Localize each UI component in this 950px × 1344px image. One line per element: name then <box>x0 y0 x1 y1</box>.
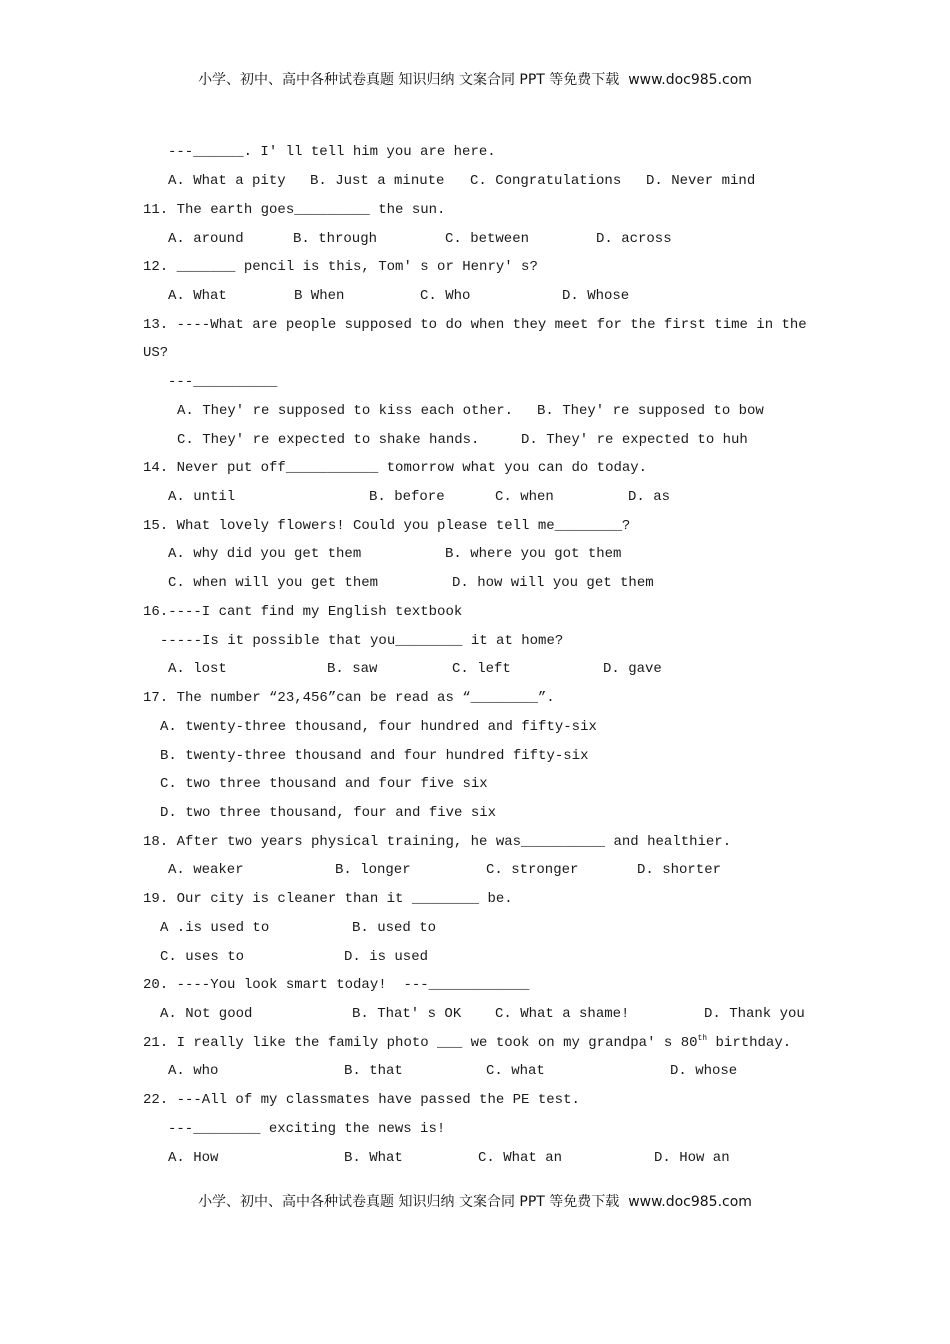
segment-text: D. They' re expected to huh <box>521 432 748 448</box>
question-text <box>168 1120 445 1138</box>
answer-option <box>646 172 755 190</box>
segment-text: D. two three thousand, four and five six <box>160 805 497 821</box>
answer-option <box>168 230 244 248</box>
answer-option <box>562 287 629 305</box>
segment-text: 20. ----You look smart today! ---____________ <box>143 977 530 993</box>
segment-text: B. What <box>344 1150 403 1166</box>
answer-option <box>521 431 748 449</box>
segment-text: A. What <box>168 288 227 304</box>
segment-text: B. That' s OK <box>352 1006 462 1022</box>
question-text <box>143 833 731 851</box>
answer-option <box>160 919 269 937</box>
segment-text: C. stronger <box>486 862 579 878</box>
answer-option <box>177 402 513 420</box>
answer-option <box>160 775 488 793</box>
answer-option <box>352 1005 461 1023</box>
segment-text: D. is used <box>344 949 429 965</box>
segment-text: B. They' re supposed to bow <box>537 403 764 419</box>
segment-text: B. that <box>344 1063 403 1079</box>
segment-text: C. when <box>495 489 554 505</box>
segment-text: B. saw <box>327 661 378 677</box>
segment-text: ---________ exciting the news is! <box>168 1121 446 1137</box>
ordinal-superscript: th <box>697 1034 708 1043</box>
segment-text: US? <box>143 345 169 361</box>
segment-text: C. uses to <box>160 949 245 965</box>
answer-option <box>486 861 578 879</box>
answer-option <box>160 718 597 736</box>
segment-text: A. What a pity <box>168 173 286 189</box>
question-text <box>143 890 513 908</box>
answer-option <box>160 948 244 966</box>
answer-option <box>352 919 436 937</box>
answer-option <box>654 1149 730 1167</box>
answer-option <box>670 1062 737 1080</box>
question-text <box>143 689 555 707</box>
segment-text: B. before <box>369 489 445 505</box>
answer-option <box>168 287 227 305</box>
segment-text: A .is used to <box>160 920 270 936</box>
segment-text: A. How <box>168 1150 219 1166</box>
segment-text: B. Just a minute <box>310 173 445 189</box>
answer-option <box>344 1149 403 1167</box>
answer-option <box>335 861 411 879</box>
segment-text: ---______. I' ll tell him you are here. <box>168 144 496 160</box>
segment-text: 18. After two years physical training, he was__________ and healthier. <box>143 834 732 850</box>
answer-option <box>168 574 378 592</box>
segment-text: 17. The number “23,456”can be read as “________”. <box>143 690 555 706</box>
segment-text: 19. Our city is cleaner than it ________ be. <box>143 891 513 907</box>
answer-option <box>168 1149 218 1167</box>
answer-option <box>420 287 470 305</box>
segment-text: A. who <box>168 1063 219 1079</box>
segment-text: B. where you got them <box>445 546 622 562</box>
answer-option <box>495 488 554 506</box>
segment-text: 11. The earth goes_________ the sun. <box>143 202 446 218</box>
segment-text: B. twenty-three thousand and four hundred fifty-six <box>160 748 589 764</box>
segment-text: 15. What lovely flowers! Could you please tell me________? <box>143 518 631 534</box>
answer-option <box>452 574 654 592</box>
segment-text: A. why did you get them <box>168 546 362 562</box>
answer-option <box>452 660 511 678</box>
question-text <box>143 517 630 535</box>
answer-option <box>310 172 444 190</box>
page-footer: 小学、初中、高中各种试卷真题 知识归纳 文案合同 PPT 等免费下载 www.doc985.com <box>198 1194 752 1210</box>
segment-text: D. How an <box>654 1150 730 1166</box>
segment-text: C. Who <box>420 288 471 304</box>
answer-option <box>596 230 672 248</box>
answer-option <box>470 172 621 190</box>
answer-option <box>168 545 361 563</box>
segment-text: D. Thank you <box>704 1006 805 1022</box>
segment-text: C. Congratulations <box>470 173 622 189</box>
segment-text: A. weaker <box>168 862 244 878</box>
question-text <box>143 1091 580 1109</box>
answer-option <box>344 1062 403 1080</box>
segment-text: C. when will you get them <box>168 575 379 591</box>
question-text <box>143 603 462 621</box>
segment-text: 12. _______ pencil is this, Tom' s or Henry' s? <box>143 259 538 275</box>
answer-option <box>637 861 721 879</box>
question-text <box>143 201 445 219</box>
segment-text: C. They' re expected to shake hands. <box>177 432 480 448</box>
segment-text: B. through <box>293 231 378 247</box>
segment-text: A. until <box>168 489 236 505</box>
answer-option <box>168 861 244 879</box>
answer-option <box>495 1005 629 1023</box>
answer-option <box>628 488 670 506</box>
answer-option <box>369 488 445 506</box>
answer-option <box>537 402 764 420</box>
answer-option <box>486 1062 545 1080</box>
answer-option <box>160 804 496 822</box>
segment-text: C. left <box>452 661 511 677</box>
segment-text: D. across <box>596 231 672 247</box>
question-text <box>143 344 168 362</box>
answer-option <box>344 948 428 966</box>
segment-text: A. twenty-three thousand, four hundred and fifty-six <box>160 719 597 735</box>
segment-text: C. What an <box>478 1150 563 1166</box>
segment-text: C. What a shame! <box>495 1006 630 1022</box>
segment-text: 13. ----What are people supposed to do when they meet for the first time in the <box>143 317 807 333</box>
segment-text: ---__________ <box>168 374 278 390</box>
answer-option <box>168 1062 218 1080</box>
answer-option <box>168 660 227 678</box>
segment-text: C. what <box>486 1063 545 1079</box>
answer-option <box>478 1149 562 1167</box>
answer-option <box>445 230 529 248</box>
answer-option <box>294 287 344 305</box>
segment-text: D. gave <box>603 661 662 677</box>
answer-option <box>168 172 286 190</box>
segment-text: A. Not good <box>160 1006 253 1022</box>
segment-text: C. two three thousand and four five six <box>160 776 488 792</box>
segment-text: B When <box>294 288 345 304</box>
segment-text: D. Whose <box>562 288 630 304</box>
segment-text: D. as <box>628 489 671 505</box>
question-text <box>168 143 496 161</box>
segment-text: B. used to <box>352 920 437 936</box>
page-header: 小学、初中、高中各种试卷真题 知识归纳 文案合同 PPT 等免费下载 www.doc985.com <box>198 72 752 88</box>
segment-text: -----Is it possible that you________ it at home? <box>160 633 564 649</box>
answer-option <box>327 660 377 678</box>
segment-text: A. They' re supposed to kiss each other. <box>177 403 514 419</box>
answer-option <box>168 488 235 506</box>
answer-option <box>293 230 377 248</box>
segment-text: 21. I really like the family photo ___ we took on my grandpa' s 80 <box>143 1035 698 1051</box>
answer-option <box>160 747 588 765</box>
segment-text: D. shorter <box>637 862 722 878</box>
segment-text: B. longer <box>335 862 411 878</box>
segment-text: 16.----I cant find my English textbook <box>143 604 463 620</box>
question-text <box>160 632 563 650</box>
segment-text: 14. Never put off___________ tomorrow what you can do today. <box>143 460 648 476</box>
answer-option <box>445 545 621 563</box>
question-text <box>143 976 529 994</box>
question-text <box>143 316 807 334</box>
segment-text: D. Never mind <box>646 173 756 189</box>
segment-text: A. around <box>168 231 244 247</box>
question-text <box>143 258 538 276</box>
segment-text: birthday. <box>707 1035 792 1051</box>
segment-text: D. how will you get them <box>452 575 654 591</box>
question-text <box>168 373 277 391</box>
segment-text: 22. ---All of my classmates have passed the PE test. <box>143 1092 580 1108</box>
answer-option <box>603 660 662 678</box>
answer-option <box>177 431 479 449</box>
segment-text: C. between <box>445 231 530 247</box>
segment-text: A. lost <box>168 661 227 677</box>
segment-text: D. whose <box>670 1063 738 1079</box>
question-text <box>143 1034 791 1052</box>
question-text <box>143 459 647 477</box>
answer-option <box>704 1005 805 1023</box>
answer-option <box>160 1005 252 1023</box>
